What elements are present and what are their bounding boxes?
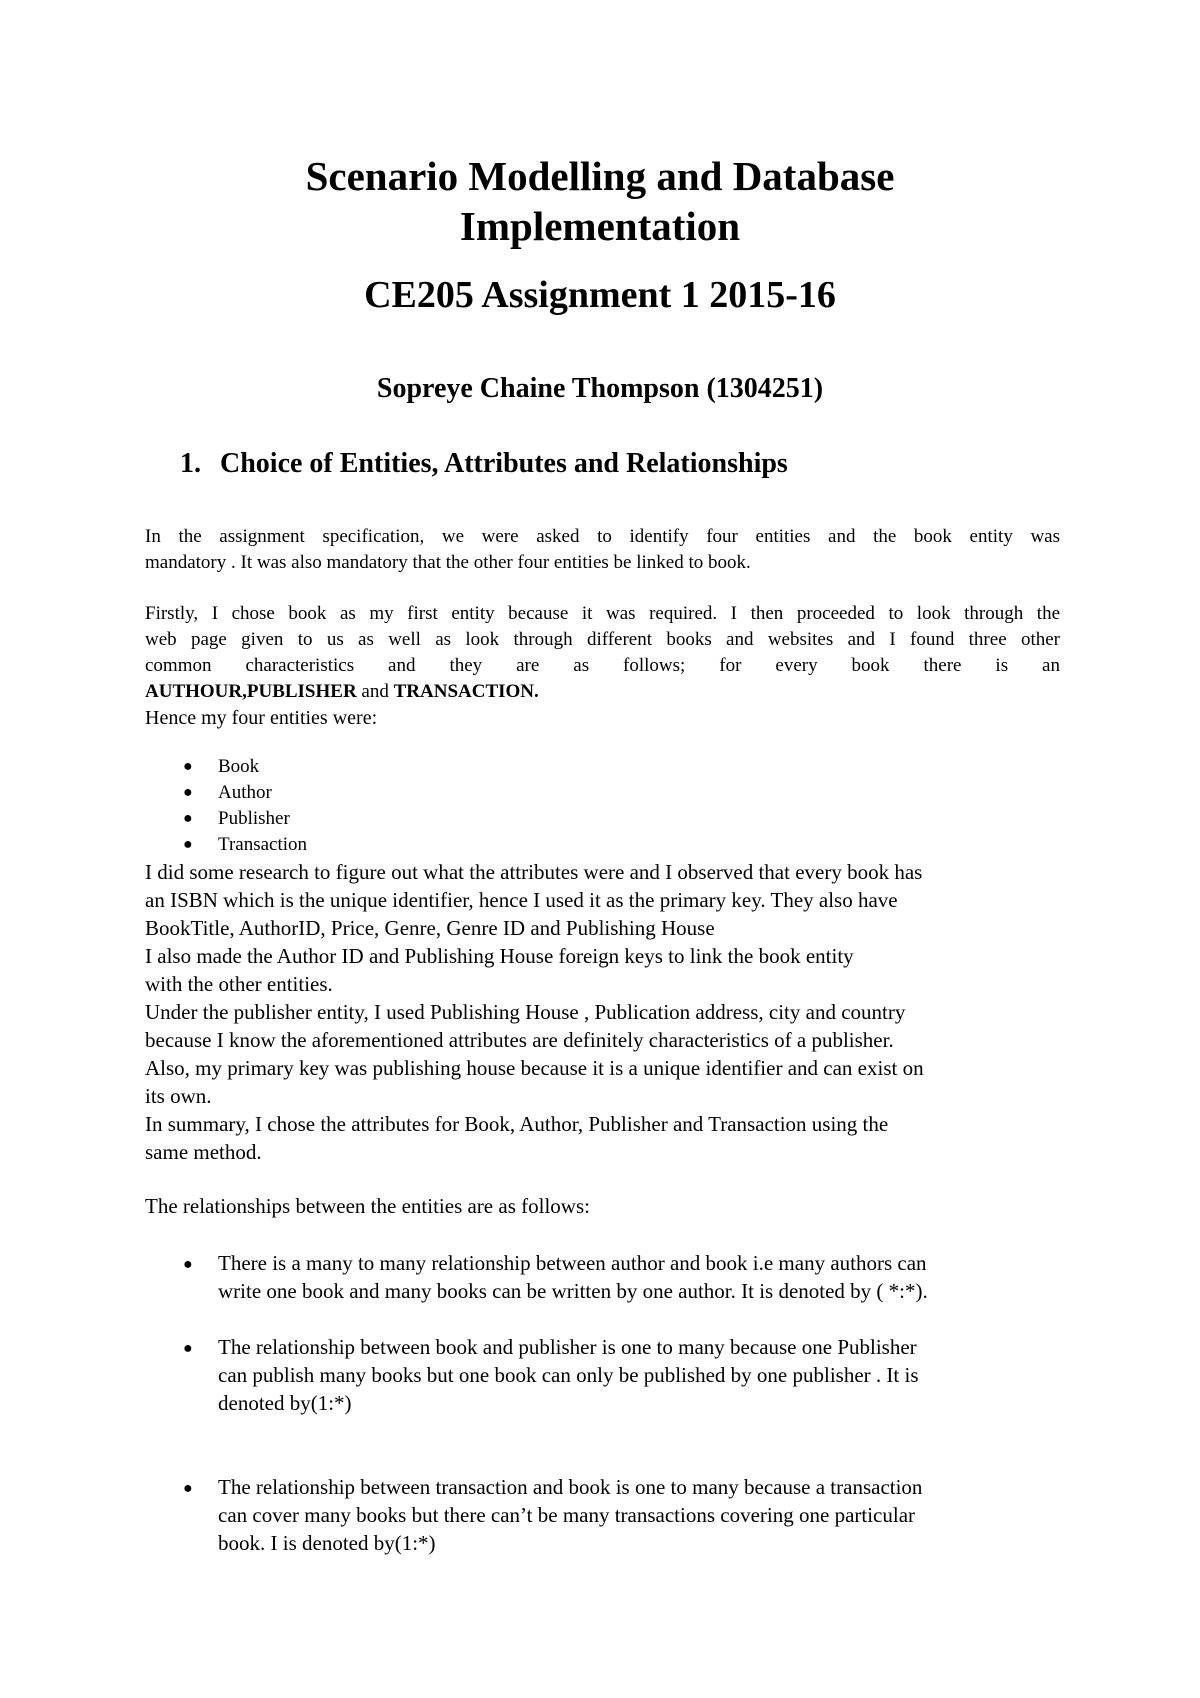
intro-paragraph	[145, 524, 1060, 576]
list-item	[180, 780, 307, 806]
document-title-line-2: Implementation	[459, 203, 741, 249]
bullet-icon: ●	[183, 1340, 193, 1357]
intro-line: In the assignment specification, we were asked to identify four entities and the book entity was	[145, 526, 1060, 547]
relationship-line: denoted by(1:*)	[218, 1391, 352, 1415]
research-line: Also, my primary key was publishing house because it is a unique identifier and can exist on	[145, 1056, 924, 1080]
list-item	[180, 832, 307, 858]
list-item	[180, 1249, 1060, 1305]
section-number: 1.	[180, 448, 201, 479]
entity-list	[180, 754, 307, 858]
list-item	[180, 1333, 1060, 1417]
research-line: Under the publisher entity, I used Publishing House , Publication address, city and country	[145, 1000, 906, 1024]
research-line: same method.	[145, 1140, 262, 1164]
research-line: BookTitle, AuthorID, Price, Genre, Genre ID and Publishing House	[145, 916, 715, 940]
list-item	[180, 806, 307, 832]
bullet-icon: ●	[183, 836, 193, 853]
entity-label: Author	[218, 782, 272, 803]
section-heading	[180, 446, 788, 482]
relationship-line: book. I is denoted by(1:*)	[218, 1531, 436, 1555]
section-title: Choice of Entities, Attributes and Relationships	[220, 448, 788, 479]
student-name: Sopreye Chaine Thompson (1304251)	[376, 373, 824, 404]
entity-label: Transaction	[218, 834, 308, 855]
relationship-line: can publish many books but one book can only be published by one publisher . It is	[218, 1363, 919, 1387]
document-title-line-1: Scenario Modelling and Database	[305, 153, 895, 199]
hence-line: Hence my four entities were:	[145, 707, 378, 729]
research-line: with the other entities.	[145, 972, 333, 996]
entity-label: Publisher	[218, 808, 290, 829]
relationship-line: The relationship between book and publisher is one to many because one Publisher	[218, 1335, 917, 1359]
and-text: and	[356, 681, 394, 702]
bullet-icon: ●	[183, 810, 193, 827]
relationship-line: There is a many to many relationship between author and book i.e many authors can	[218, 1251, 927, 1275]
firstly-paragraph	[145, 601, 1060, 731]
firstly-emphasis-line	[145, 679, 1060, 705]
bullet-icon: ●	[183, 1480, 193, 1497]
document-subtitle: CE205 Assignment 1 2015-16	[364, 274, 836, 316]
research-line: because I know the aforementioned attributes are definitely characteristics of a publisher.	[145, 1028, 894, 1052]
firstly-line: Firstly, I chose book as my first entity because it was required. I then proceeded to look through the	[145, 603, 1060, 624]
research-line: I did some research to figure out what the attributes were and I observed that every book has	[145, 860, 923, 884]
bullet-icon: ●	[183, 1256, 193, 1273]
research-paragraph	[145, 858, 1065, 1166]
entities-emphasis: AUTHOUR,PUBLISHER	[145, 681, 357, 702]
research-line: its own.	[145, 1084, 212, 1108]
relationship-line: write one book and many books can be written by one author. It is denoted by ( *:*).	[218, 1279, 928, 1303]
entity-label: Book	[218, 756, 260, 777]
transaction-emphasis: TRANSACTION.	[393, 681, 539, 702]
research-line: an ISBN which is the unique identifier, hence I used it as the primary key. They also have	[145, 888, 898, 912]
relationships-intro: The relationships between the entities are as follows:	[145, 1194, 590, 1218]
firstly-line: web page given to us as well as look through different books and websites and I found three other	[145, 629, 1060, 650]
intro-line: mandatory . It was also mandatory that the other four entities be linked to book.	[145, 552, 751, 573]
relationship-line: can cover many books but there can’t be many transactions covering one particular	[218, 1503, 916, 1527]
list-item	[180, 754, 307, 780]
list-item	[180, 1473, 1060, 1557]
relationship-line: The relationship between transaction and book is one to many because a transaction	[218, 1475, 923, 1499]
bullet-icon: ●	[183, 758, 193, 775]
bullet-icon: ●	[183, 784, 193, 801]
research-line: In summary, I chose the attributes for Book, Author, Publisher and Transaction using the	[145, 1112, 889, 1136]
research-line: I also made the Author ID and Publishing House foreign keys to link the book entity	[145, 944, 854, 968]
firstly-line: common characteristics and they are as follows; for every book there is an	[145, 655, 1060, 676]
